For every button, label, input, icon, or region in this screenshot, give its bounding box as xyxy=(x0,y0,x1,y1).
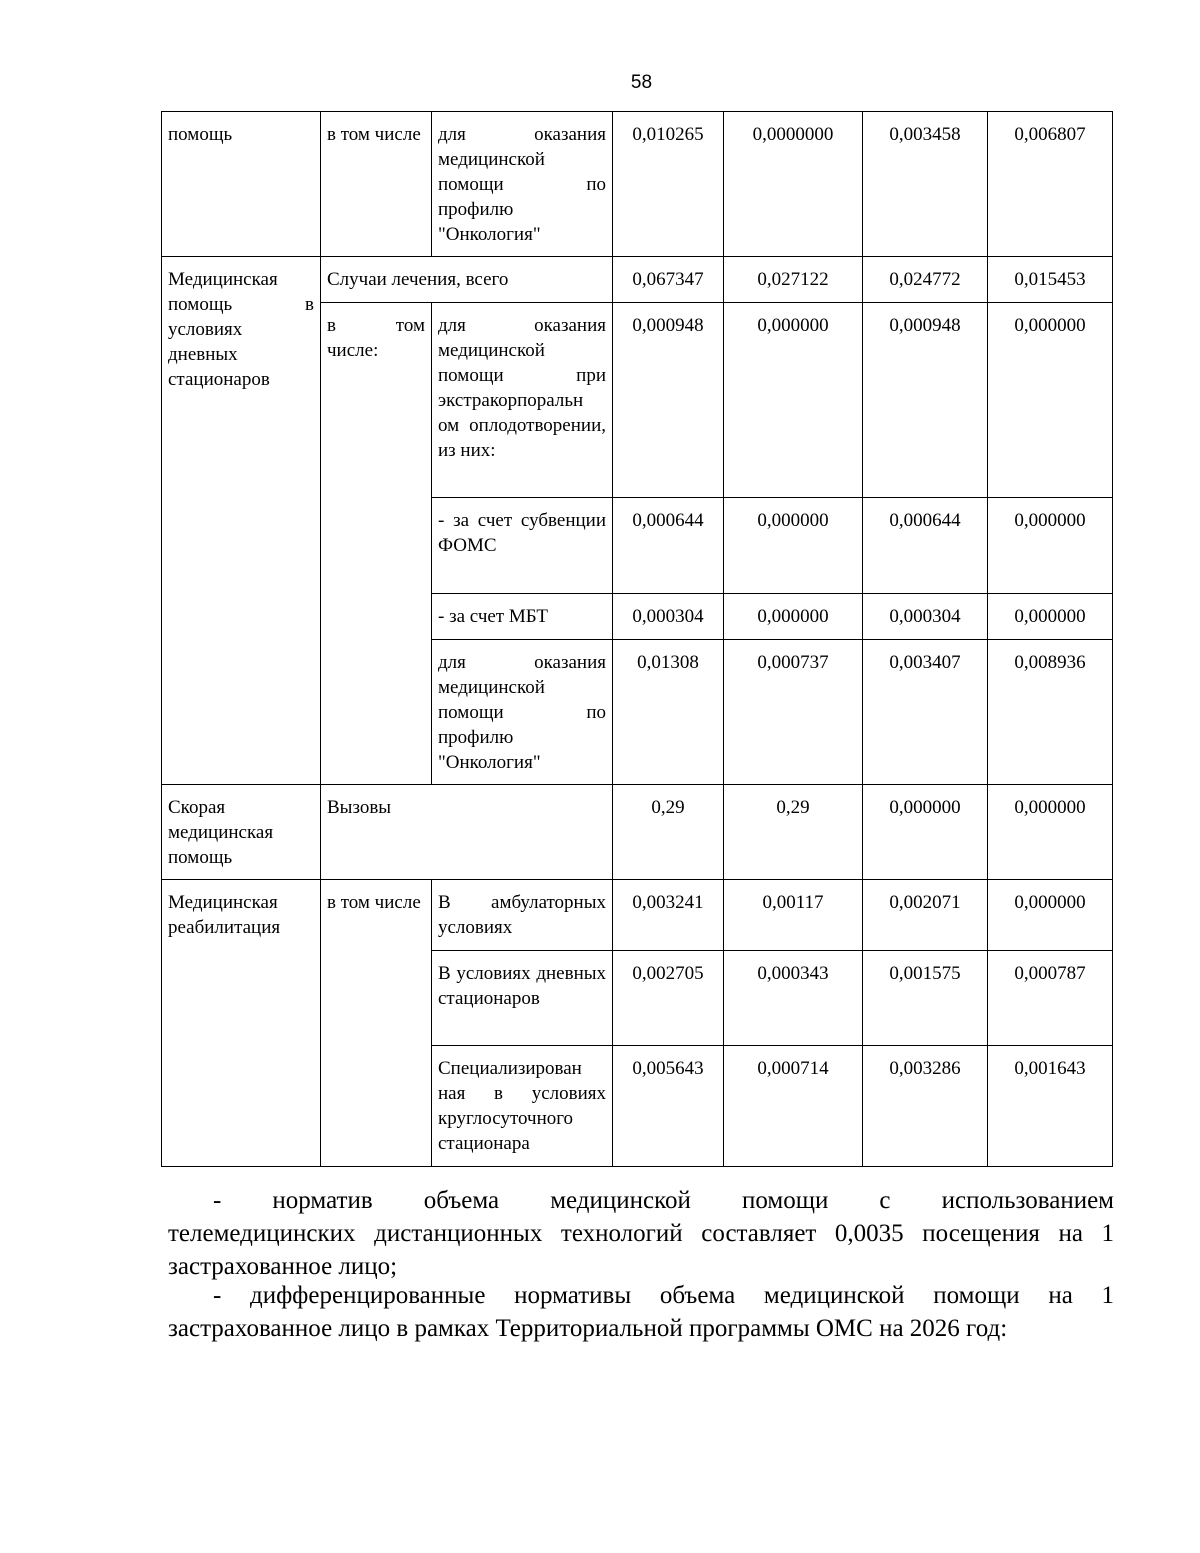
value-cell: 0,000000 xyxy=(988,594,1113,640)
value-cell: 0,000304 xyxy=(613,594,724,640)
row-header-cell: Медицинская помощь в условиях дневных стационаров xyxy=(162,257,321,785)
value-cell: 0,0000000 xyxy=(724,112,863,257)
table-row xyxy=(162,257,1113,303)
paragraph-text: телемедицинских дистанционных технологий составляет 0,0035 посещения на 1 застрахованное лицо; xyxy=(168,1220,1114,1280)
table-row xyxy=(162,112,1113,257)
value-cell: 0,024772 xyxy=(863,257,988,303)
value-cell: 0,000644 xyxy=(613,498,724,594)
value-cell: 0,003458 xyxy=(863,112,988,257)
value-cell: 0,000787 xyxy=(988,951,1113,1046)
value-cell: 0,01308 xyxy=(613,640,724,785)
value-cell: 0,29 xyxy=(613,785,724,880)
value-cell: 0,000737 xyxy=(724,640,863,785)
value-cell: 0,000000 xyxy=(988,880,1113,951)
value-cell: 0,000000 xyxy=(724,498,863,594)
subgroup-cell: в том числе: xyxy=(321,303,432,785)
subgroup-cell: в том числе xyxy=(321,880,432,1167)
value-cell: 0,000000 xyxy=(724,303,863,498)
value-cell: 0,000000 xyxy=(988,498,1113,594)
value-cell: 0,001575 xyxy=(863,951,988,1046)
value-cell: 0,000304 xyxy=(863,594,988,640)
description-cell: для оказания медицинской помощи при экстракорпоральн ом оплодотворении, из них: xyxy=(432,303,613,498)
description-cell: Вызовы xyxy=(321,785,613,880)
page-number: 58 xyxy=(630,72,653,93)
value-cell: 0,000000 xyxy=(988,303,1113,498)
value-cell: 0,000000 xyxy=(863,785,988,880)
value-cell: 0,015453 xyxy=(988,257,1113,303)
value-cell: 0,00117 xyxy=(724,880,863,951)
row-header-cell: помощь xyxy=(162,112,321,257)
description-cell: для оказания медицинской помощи по профилю "Онкология" xyxy=(432,112,613,257)
description-cell: В амбулаторных условиях xyxy=(432,880,613,951)
value-cell: 0,003407 xyxy=(863,640,988,785)
value-cell: 0,000343 xyxy=(724,951,863,1046)
value-cell: 0,001643 xyxy=(988,1046,1113,1167)
value-cell: 0,010265 xyxy=(613,112,724,257)
description-cell: - за счет субвенции ФОМС xyxy=(432,498,613,594)
value-cell: 0,027122 xyxy=(724,257,863,303)
description-cell: Специализирован ная в условиях круглосуточного стационара xyxy=(432,1046,613,1167)
row-header-cell: Медицинская реабилитация xyxy=(162,880,321,1167)
value-cell: 0,067347 xyxy=(613,257,724,303)
description-cell: В условиях дневных стационаров xyxy=(432,951,613,1046)
description-cell: для оказания медицинской помощи по профилю "Онкология" xyxy=(432,640,613,785)
value-cell: 0,000000 xyxy=(724,594,863,640)
table-row xyxy=(162,880,1113,951)
description-cell: Случаи лечения, всего xyxy=(321,257,613,303)
volume-norms-table xyxy=(161,111,1113,1167)
value-cell: 0,000948 xyxy=(613,303,724,498)
value-cell: 0,000644 xyxy=(863,498,988,594)
subgroup-cell: в том числе xyxy=(321,112,432,257)
value-cell: 0,005643 xyxy=(613,1046,724,1167)
value-cell: 0,006807 xyxy=(988,112,1113,257)
value-cell: 0,000948 xyxy=(863,303,988,498)
value-cell: 0,002071 xyxy=(863,880,988,951)
description-cell: - за счет МБТ xyxy=(432,594,613,640)
differentiated-norms-paragraph: - дифференцированные нормативы объема медицинской помощи на 1 застрахованное лицо в рамках Территориальной программы ОМС на 2026 год: xyxy=(168,1282,1114,1342)
value-cell: 0,000714 xyxy=(724,1046,863,1167)
paragraph-line: - норматив объема медицинской помощи с использованием xyxy=(213,1187,1114,1214)
value-cell: 0,002705 xyxy=(613,951,724,1046)
row-header-cell: Скорая медицинская помощь xyxy=(162,785,321,880)
table-row xyxy=(162,785,1113,880)
value-cell: 0,29 xyxy=(724,785,863,880)
value-cell: 0,003286 xyxy=(863,1046,988,1167)
value-cell: 0,008936 xyxy=(988,640,1113,785)
telemedicine-norm-paragraph xyxy=(168,1184,1114,1283)
value-cell: 0,000000 xyxy=(988,785,1113,880)
value-cell: 0,003241 xyxy=(613,880,724,951)
